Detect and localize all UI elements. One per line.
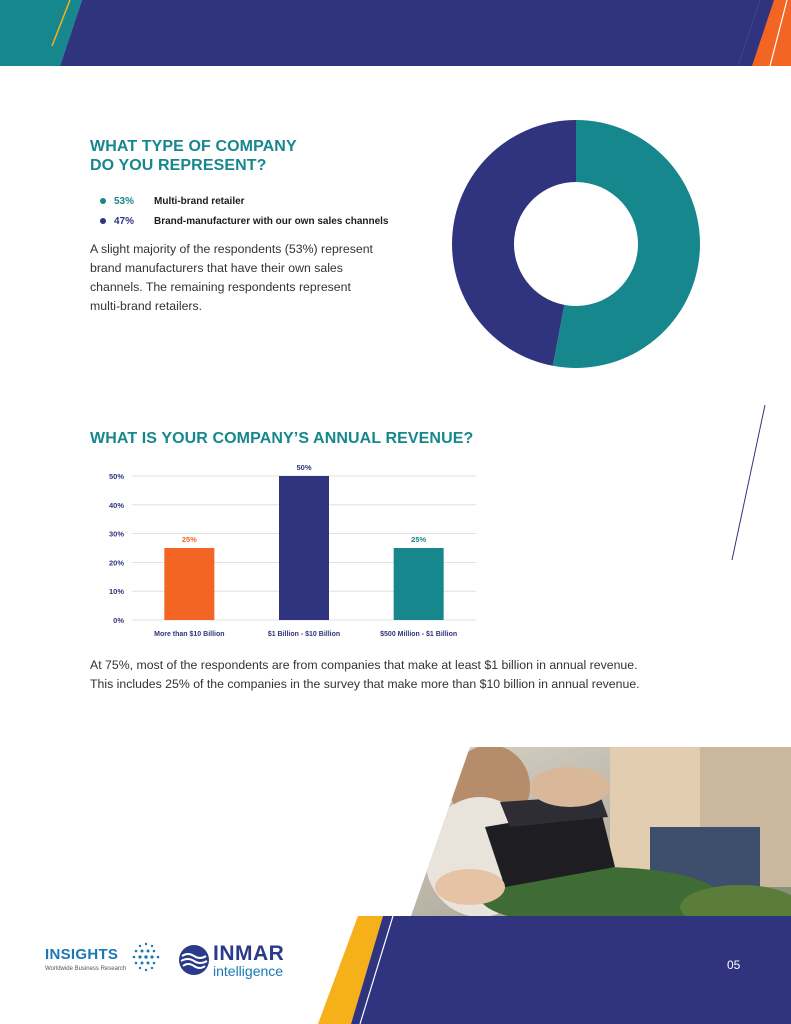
bar	[279, 476, 329, 620]
legend-pct: 47%	[114, 215, 135, 227]
q2-body-line: At 75%, most of the respondents are from companies that make at least $1 billion in annual revenue.	[90, 658, 638, 672]
q1-title	[90, 137, 410, 175]
q1-body-line: A slight majority of the respondents (53%) represent	[90, 242, 373, 256]
bar-data-label: 50%	[296, 463, 312, 472]
q1-title-line1: WHAT TYPE OF COMPANY	[90, 138, 297, 155]
legend-dot-navy	[100, 218, 106, 224]
y-tick-label: 0%	[113, 616, 124, 625]
q1-legend	[100, 191, 389, 231]
inmar-logo-subtitle: intelligence	[213, 963, 284, 979]
q2-body-text	[90, 656, 690, 694]
q1-body-text	[90, 240, 410, 316]
y-tick-label: 50%	[108, 472, 124, 481]
q2-body-line: This includes 25% of the companies in the survey that make more than $10 billion in annual revenue.	[90, 677, 640, 691]
donut-chart	[450, 118, 702, 370]
q1-body-line: brand manufacturers that have their own sales	[90, 261, 343, 275]
globe-dots-icon	[129, 940, 163, 974]
revenue-bar-chart	[86, 458, 486, 644]
x-category-label: $500 Million - $1 Billion	[380, 631, 458, 638]
legend-label: Brand-manufacturer with our own sales channels	[154, 215, 389, 227]
page-number: 05	[727, 958, 741, 972]
y-tick-label: 10%	[108, 587, 124, 597]
q1-title-line2: DO YOU REPRESENT?	[90, 157, 267, 174]
bar-data-label: 25%	[411, 535, 427, 544]
x-category-label: More than $10 Billion	[154, 631, 225, 638]
legend-pct: 53%	[114, 195, 135, 207]
payment-terminal-photo	[410, 747, 791, 919]
legend-item-manufacturer	[100, 211, 389, 231]
inmar-logo-title: INMAR	[213, 942, 285, 965]
y-tick-label: 30%	[108, 529, 124, 539]
decorative-line	[726, 405, 766, 565]
inmar-logo	[178, 942, 308, 982]
q2-title: WHAT IS YOUR COMPANY’S ANNUAL REVENUE?	[90, 430, 474, 447]
insights-logo-title: INSIGHTS	[45, 946, 119, 963]
legend-item-retailer	[100, 191, 389, 211]
donut-slice	[452, 120, 576, 366]
y-tick-label: 20%	[108, 558, 124, 568]
inmar-wave-icon	[178, 944, 210, 976]
legend-dot-teal	[100, 198, 106, 204]
q1-body-line: channels. The remaining respondents represent	[90, 280, 351, 294]
insights-logo	[45, 944, 165, 980]
legend-label: Multi-brand retailer	[154, 195, 245, 207]
x-category-label: $1 Billion - $10 Billion	[267, 631, 341, 638]
bar-data-label: 25%	[181, 535, 197, 544]
header-band	[0, 0, 791, 66]
insights-logo-subtitle: Worldwide Business Research	[45, 966, 127, 972]
bar	[394, 548, 444, 620]
y-tick-label: 40%	[108, 500, 124, 510]
bar	[164, 548, 214, 620]
q1-body-line: multi-brand retailers.	[90, 299, 203, 313]
